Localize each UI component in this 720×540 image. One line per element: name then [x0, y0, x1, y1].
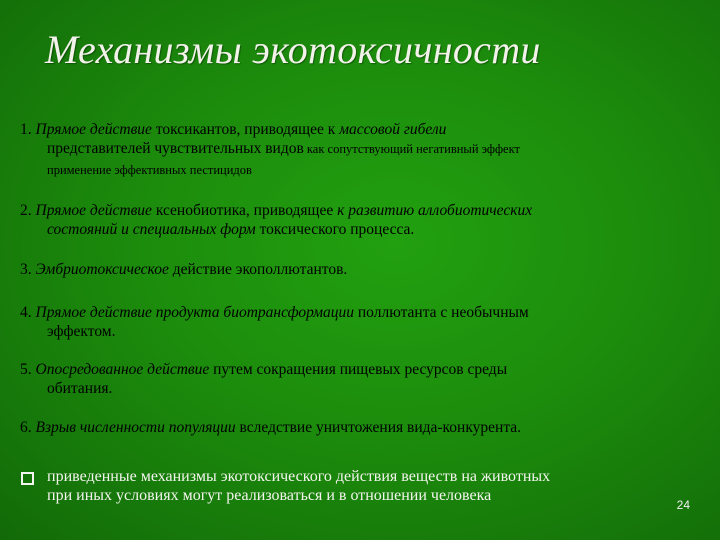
list-item-6: [20, 418, 698, 437]
item-emphasis: массовой гибели: [339, 121, 447, 138]
item-text-small: как сопутствующий негативный эффект: [303, 142, 520, 156]
item-text: поллютанта с необычным: [354, 304, 529, 321]
item-text: токсикантов, приводящее к: [151, 121, 340, 138]
item-emphasis: Прямое действие: [35, 202, 152, 219]
item-number: 2.: [20, 202, 32, 219]
item-text: ксенобиотика, приводящее: [151, 202, 338, 219]
item-emphasis: Прямое действие: [35, 121, 152, 138]
item-text: действие экополлютантов.: [168, 261, 348, 278]
item-number: 1.: [20, 121, 32, 138]
item-emphasis: Прямое действие продукта биотрансформации: [35, 304, 355, 321]
item-emphasis: к развитию аллобиотических: [337, 202, 533, 219]
page-number: 24: [676, 498, 690, 512]
item-number: 3.: [20, 261, 32, 278]
note-line: приведенные механизмы экотоксического действия веществ на животных: [47, 468, 551, 485]
item-emphasis: Эмбриотоксическое: [35, 261, 169, 278]
square-bullet-icon: [21, 472, 34, 485]
list-item-4: [20, 303, 698, 341]
item-text: обитания.: [47, 380, 113, 397]
item-number: 4.: [20, 304, 32, 321]
item-text: представителей чувствительных видов: [47, 140, 304, 157]
note-line: при иных условиях могут реализоваться и в отношении человека: [47, 487, 492, 504]
item-emphasis: Опосредованное действие: [35, 361, 210, 378]
item-number: 5.: [20, 361, 32, 378]
list-item-1: [20, 120, 698, 180]
list-item-2: [20, 201, 698, 239]
list-item-3: [20, 260, 698, 279]
item-number: 6.: [20, 419, 32, 436]
item-text: путем сокращения пищевых ресурсов среды: [209, 361, 508, 378]
note-text: [47, 467, 698, 505]
list-item-5: [20, 360, 698, 398]
slide-title: Механизмы экотоксичности: [45, 27, 541, 72]
item-text-small: применение эффективных пестицидов: [47, 163, 252, 177]
item-emphasis: состояний и специальных форм: [47, 221, 256, 238]
item-text: токсического процесса.: [255, 221, 415, 238]
item-emphasis: Взрыв численности популяции: [35, 419, 236, 436]
item-text: вследствие уничтожения вида-конкурента.: [235, 419, 522, 436]
item-text: эффектом.: [47, 323, 116, 340]
